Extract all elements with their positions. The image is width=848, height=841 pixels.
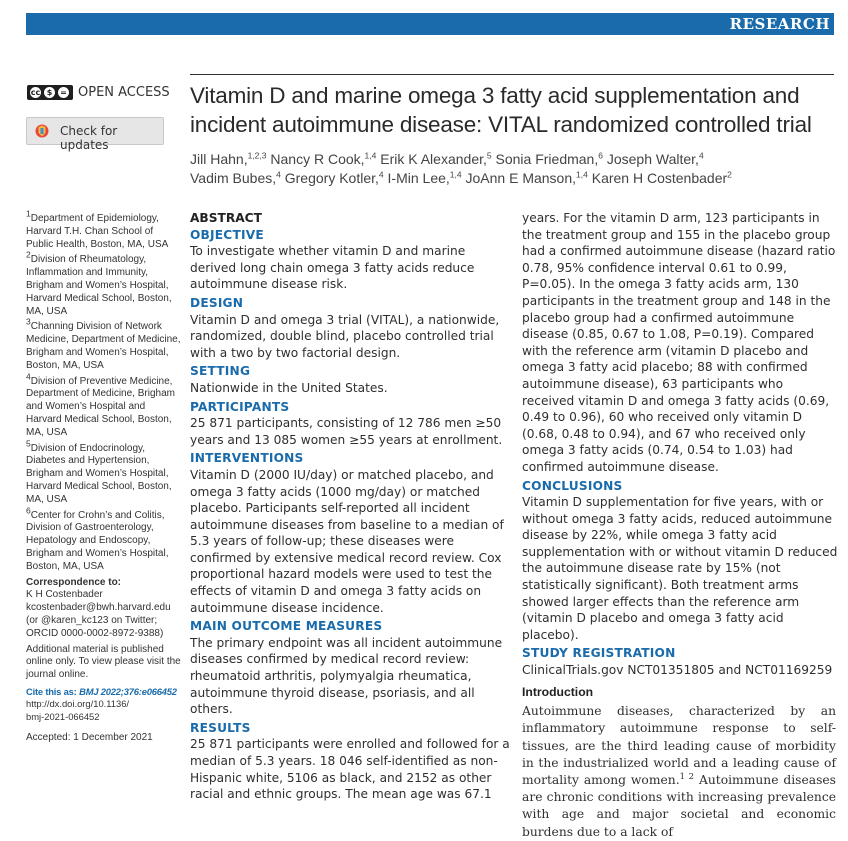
section-label: RESEARCH	[729, 15, 830, 33]
author[interactable]: Gregory Kotler,$^4$	[284, 169, 384, 186]
design-text: Vitamin D and omega 3 trial (VITAL), a nationwide, randomized, double blind, placebo controlled trial with a two by two factorial design.	[190, 312, 500, 360]
results-text-part2: years. For the vitamin D arm, 123 participants in the treatment group and 155 in the placebo group had a confirmed autoimmune disease (hazard ratio 0.78, 95% confidence interval 0.61 to 0.99, P=0.05). In the omega 3 fatty acids arm, 130 participants in the treatment group and 148 in the placebo group had a confirmed autoimmune disease (0.85, 0.67 to 1.08, P=0.19). Compared with the reference arm (vitamin D placebo and omega 3 fatty acid placebo; 88 with confirmed autoimmune disease), 63 participants who received vitamin D and omega 3 fatty acids (0.69, 0.49 to 0.96), 60 who received only vitamin D (0.68, 0.48 to 0.94), and 67 who received only omega 3 fatty acids (0.74, 0.54 to 1.03) had confirmed autoimmune disease.	[522, 211, 836, 474]
citation	[26, 686, 181, 724]
doi-link-cont[interactable]: bmj-2021-066452	[26, 710, 100, 722]
author[interactable]: Vadim Bubes,$^4$	[190, 169, 281, 186]
crossmark-icon	[35, 124, 49, 138]
abstract-column-right	[522, 210, 838, 681]
interventions-text: Vitamin D (2000 IU/day) or matched placebo, and omega 3 fatty acids (1000 mg/day) or matched placebo. Participants self-reported all incident autoimmune diseases from baseline to a median of 5.3 years of follow-up; these diseases were confirmed by extensive medical record review. Cox proportional hazard models were used to test the effects of vitamin D and omega 3 fatty acids on autoimmune disease incidence.	[190, 467, 504, 615]
affiliation: $^1$Department of Epidemiology, Harvard T.H. Chan School of Public Health, Boston, MA, USA	[26, 208, 169, 250]
citation-ref: BMJ 2022;376:e066452	[79, 685, 177, 697]
additional-material-note: Additional material is published online only. To view please visit the journal online.	[26, 643, 181, 681]
abstract-heading: ABSTRACT	[190, 211, 262, 225]
setting-text: Nationwide in the United States.	[190, 380, 388, 395]
correspondence-twitter[interactable]: (or @karen_kc123 on Twitter;	[26, 614, 158, 626]
author[interactable]: JoAnn E Manson,$^{1,4}$	[465, 169, 588, 186]
creative-commons-badge[interactable]	[27, 85, 73, 100]
author[interactable]: Erik K Alexander,$^5$	[380, 150, 492, 167]
abstract-column-left	[190, 210, 512, 805]
noderivs-icon: =	[58, 87, 69, 98]
introduction-heading: Introduction	[522, 685, 594, 699]
introduction-section	[522, 684, 836, 841]
affiliations-sidebar	[26, 208, 181, 748]
correspondence-orcid[interactable]: ORCID 0000-0002-8972-9388)	[26, 627, 164, 639]
objective-text: To investigate whether vitamin D and marine derived long chain omega 3 fatty acids reduce autoimmune disease risk.	[190, 244, 475, 292]
author[interactable]: Jill Hahn,$^{1,2,3}$	[190, 150, 267, 167]
open-access-label: OPEN ACCESS	[78, 85, 170, 100]
conclusions-heading: CONCLUSIONS	[522, 478, 623, 493]
correspondence-email[interactable]: kcostenbader@bwh.harvard.edu	[26, 602, 171, 614]
affiliation: $^2$Division of Rheumatology, Inflammation and Immunity, Brigham and Women’s Hospital, Harvard Medical School, Boston, MA, USA	[26, 250, 172, 317]
cc-icon: cc	[30, 88, 41, 97]
outcome-text: The primary endpoint was all incident autoimmune diseases confirmed by medical record review: rheumatoid arthritis, polymyalgia rheumatica, autoimmune thyroid disease, psoriasis, and all others.	[190, 635, 503, 717]
accepted-date: Accepted: 1 December 2021	[26, 732, 153, 744]
objective-heading: OBJECTIVE	[190, 227, 264, 242]
correspondence-label: Correspondence to:	[26, 576, 122, 588]
affiliation: $^5$Division of Endocrinology, Diabetes and Hypertension, Brigham and Women’s Hospital, Harvard Medical School, Boston, MA, USA	[26, 438, 172, 505]
affiliation: $^6$Center for Crohn’s and Colitis, Division of Gastroenterology, Hepatology and Endoscopy, Brigham and Women’s Hospital, Boston, MA, USA	[26, 505, 169, 572]
check-for-updates-label: Check for updates	[60, 124, 118, 152]
correspondence	[26, 577, 181, 641]
correspondence-name: K H Costenbader	[26, 589, 103, 601]
affiliation: $^4$Division of Preventive Medicine, Department of Medicine, Brigham and Women’s Hospital and Harvard Medical School, Boston, MA, USA	[26, 371, 175, 438]
interventions-heading: INTERVENTIONS	[190, 451, 304, 466]
article-title: Vitamin D and marine omega 3 fatty acid supplementation and incident autoimmune disease: VITAL randomized controlled trial	[190, 83, 812, 137]
section-banner	[26, 13, 834, 35]
author[interactable]: I-Min Lee,$^{1,4}$	[387, 169, 462, 186]
title-divider	[190, 74, 834, 75]
conclusions-text: Vitamin D supplementation for five years, with or without omega 3 fatty acids, reduced autoimmune disease by 22%, while omega 3 fatty acid supplementation with or without vitamin D reduced the autoimmune disease rate by 15% (not statistically significant). Both treatment arms showed larger effects than the reference arm (vitamin D placebo and omega 3 fatty acid placebo).	[522, 495, 838, 642]
setting-heading: SETTING	[190, 364, 251, 379]
registration-text: ClinicalTrials.gov NCT01351805 and NCT01169259	[522, 663, 833, 678]
noncommercial-icon: $	[44, 87, 55, 98]
doi-link[interactable]: http://dx.doi.org/10.1136/	[26, 698, 130, 710]
reference-marker[interactable]: 1 2	[679, 771, 695, 782]
author[interactable]: Joseph Walter,$^4$	[606, 150, 704, 167]
check-for-updates-button[interactable]	[26, 117, 164, 152]
citation-label: Cite this as:	[26, 685, 77, 697]
outcome-heading: MAIN OUTCOME MEASURES	[190, 619, 383, 634]
participants-text: 25 871 participants, consisting of 12 786 men ≥50 years and 13 085 women ≥55 years at enrollment.	[190, 416, 503, 447]
author[interactable]: Sonia Friedman,$^6$	[495, 150, 603, 167]
participants-heading: PARTICIPANTS	[190, 399, 290, 414]
results-text-part1: 25 871 participants were enrolled and followed for a median of 5.3 years. 18 046 self-identified as non-Hispanic white, 5106 as black, and 2152 as other racial and ethnic groups. The mean age was 67.1	[190, 737, 510, 802]
author[interactable]: Karen H Costenbader$^2$	[591, 169, 732, 186]
design-heading: DESIGN	[190, 295, 244, 310]
author[interactable]: Nancy R Cook,$^{1,4}$	[270, 150, 377, 167]
author-list	[190, 150, 840, 188]
results-heading: RESULTS	[190, 720, 251, 735]
registration-heading: STUDY REGISTRATION	[522, 646, 676, 661]
introduction-text: Autoimmune diseases, characterized by an inflammatory autoimmune response to self-tissues, are the third leading cause of morbidity in the industrialized world and a leading cause of mortality among women.$^{1 2}$ Autoimmune diseases are chronic conditions with increasing prevalence with age and major societal and economic burdens due to a lack of	[522, 704, 836, 839]
affiliation: $^3$Channing Division of Network Medicine, Department of Medicine, Brigham and Women’s Hospital, Boston, MA, USA	[26, 317, 181, 371]
